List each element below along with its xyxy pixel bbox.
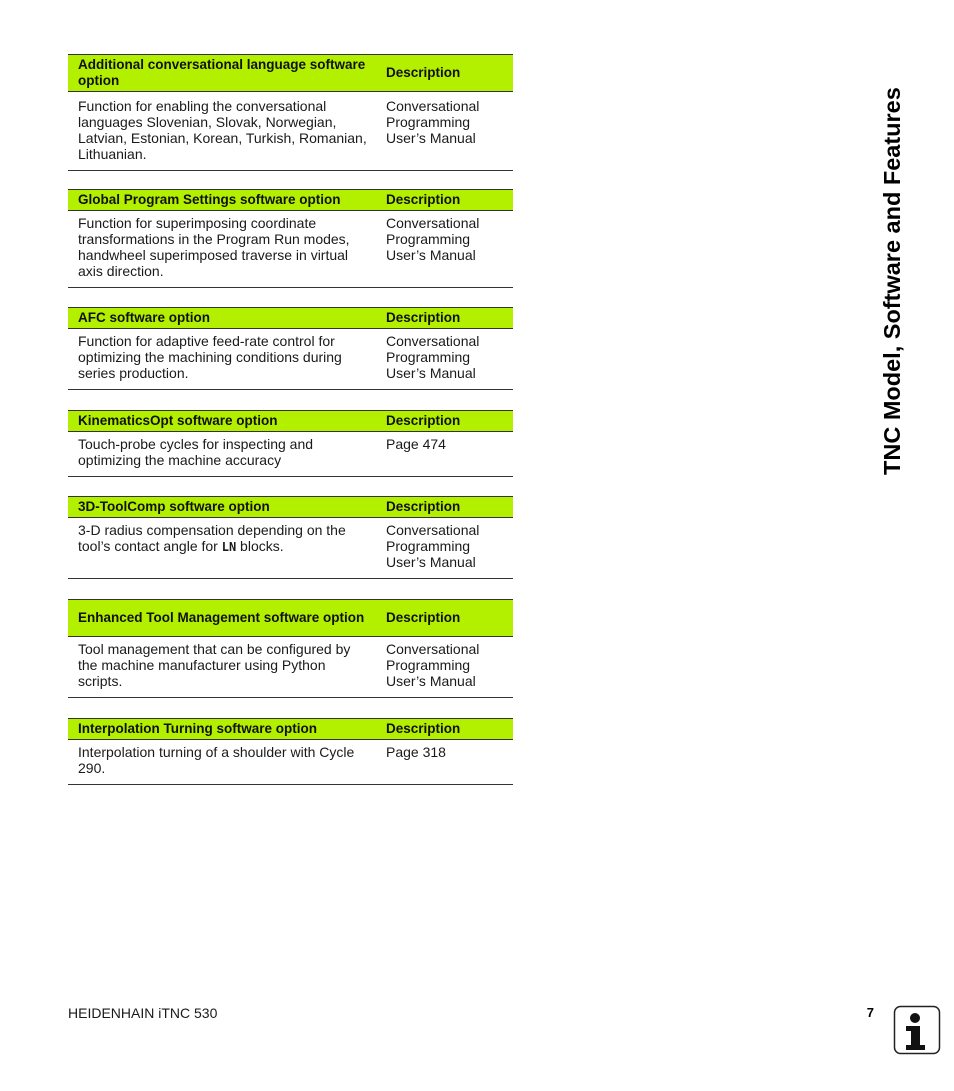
function-text: Function for adaptive feed-rate control for optimizing the machining conditions during series production. [68,329,377,390]
function-text-part: 3-D radius compensation depending on the tool’s contact angle for [78,522,346,554]
table-row [68,637,513,698]
page-number: 7 [866,1005,874,1020]
chapter-side-title: TNC Model, Software and Features [879,87,905,475]
table-header-row [68,55,513,92]
function-text: Touch-probe cycles for inspecting and optimizing the machine accuracy [68,432,377,477]
option-title: Interpolation Turning software option [68,719,377,740]
function-text-part: blocks. [236,538,284,554]
table-row [68,432,513,477]
description-header: Description [377,308,513,329]
option-table-3d-toolcomp [68,496,513,579]
option-title: Enhanced Tool Management software option [68,600,377,637]
option-title: AFC software option [68,308,377,329]
description-reference: Conversational Programming User’s Manual [377,92,513,171]
table-header-row [68,411,513,432]
function-text [68,518,377,579]
info-icon [893,1005,941,1055]
function-text: Function for superimposing coordinate transformations in the Program Run modes, handwheel superimposed traverse in virtual axis direction. [68,211,377,288]
ln-code: LN [221,540,237,554]
description-reference: Page 318 [377,740,513,785]
description-header: Description [377,411,513,432]
function-text: Function for enabling the conversational languages Slovenian, Slovak, Norwegian, Latvian, Estonian, Korean, Turkish, Romanian, Lithuanian. [68,92,377,171]
table-header-row [68,600,513,637]
table-header-row [68,497,513,518]
table-header-row [68,719,513,740]
description-header: Description [377,719,513,740]
table-header-row [68,190,513,211]
option-table-afc [68,307,513,390]
description-reference: Conversational Programming User’s Manual [377,329,513,390]
option-table-global-program-settings [68,189,513,288]
table-header-row [68,308,513,329]
description-reference: Page 474 [377,432,513,477]
option-title: Additional conversational language software option [68,55,377,92]
option-table-conversational-language [68,54,513,171]
description-header: Description [377,497,513,518]
table-row [68,518,513,579]
description-reference: Conversational Programming User’s Manual [377,518,513,579]
option-table-enhanced-tool-management [68,599,513,698]
option-title: Global Program Settings software option [68,190,377,211]
option-table-interpolation-turning [68,718,513,785]
table-row [68,211,513,288]
footer-product-name: HEIDENHAIN iTNC 530 [68,1005,218,1021]
description-reference: Conversational Programming User’s Manual [377,211,513,288]
description-header: Description [377,190,513,211]
description-header: Description [377,55,513,92]
description-header: Description [377,600,513,637]
function-text: Interpolation turning of a shoulder with Cycle 290. [68,740,377,785]
description-reference: Conversational Programming User’s Manual [377,637,513,698]
table-row [68,92,513,171]
table-row [68,740,513,785]
table-row [68,329,513,390]
option-title: 3D-ToolComp software option [68,497,377,518]
option-table-kinematicsopt [68,410,513,477]
function-text: Tool management that can be configured by the machine manufacturer using Python scripts. [68,637,377,698]
option-title: KinematicsOpt software option [68,411,377,432]
